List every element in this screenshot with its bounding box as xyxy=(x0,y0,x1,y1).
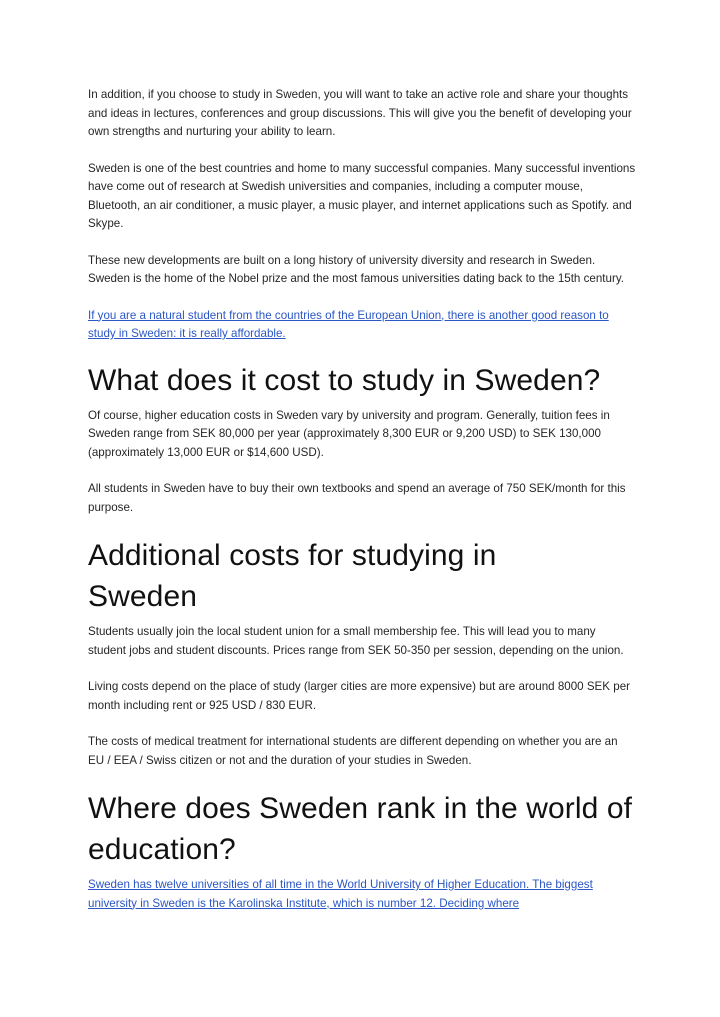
additional-paragraph-3: The costs of medical treatment for international students are different depending on whether you are an EU / EEA / Swiss citizen or not and the duration of your studies in Sweden. xyxy=(88,735,618,767)
additional-costs-heading: Additional costs for studying in Sweden xyxy=(88,539,497,613)
rank-link[interactable]: Sweden has twelve universities of all time in the World University of Higher Education. The biggest university in Sweden is the Karolinska Institute, which is number 12. Deciding where xyxy=(88,878,593,910)
additional-paragraph-1: Students usually join the local student union for a small membership fee. This will lead you to many student jobs and student discounts. Prices range from SEK 50-350 per session, depending on the union. xyxy=(88,625,624,657)
cost-paragraph-2: All students in Sweden have to buy their own textbooks and spend an average of 750 SEK/month for this purpose. xyxy=(88,482,626,514)
cost-heading: What does it cost to study in Sweden? xyxy=(88,363,601,397)
intro-paragraph-2: Sweden is one of the best countries and home to many successful companies. Many successful inventions have come out of research at Swedish universities and companies, including a computer mouse, Bluetooth, an air conditioner, a music player, a music player, and internet applications such as Spotify. and Skype. xyxy=(88,161,636,230)
rank-heading: Where does Sweden rank in the world of education? xyxy=(88,792,633,866)
intro-paragraph-1: In addition, if you choose to study in Sweden, you will want to take an active role and share your thoughts and ideas in lectures, conferences and group discussions. This will give you the benefit of developing your own strengths and nurturing your ability to learn. xyxy=(88,88,632,138)
document-content xyxy=(88,86,636,929)
affordable-link[interactable]: If you are a natural student from the countries of the European Union, there is another good reason to study in Sweden: it is really affordable. xyxy=(88,308,609,340)
cost-paragraph-1: Of course, higher education costs in Sweden vary by university and program. Generally, tuition fees in Sweden range from SEK 80,000 per year (approximately 8,300 EUR or 9,200 USD) to SEK 130,000 (approximately 13,000 EUR or $14,600 USD). xyxy=(88,408,610,459)
intro-paragraph-3: These new developments are built on a long history of university diversity and research in Sweden. Sweden is the home of the Nobel prize and the most famous universities dating back to the 15th century. xyxy=(88,253,624,285)
additional-paragraph-2: Living costs depend on the place of study (larger cities are more expensive) but are around 8000 SEK per month including rent or 925 USD / 830 EUR. xyxy=(88,680,631,712)
